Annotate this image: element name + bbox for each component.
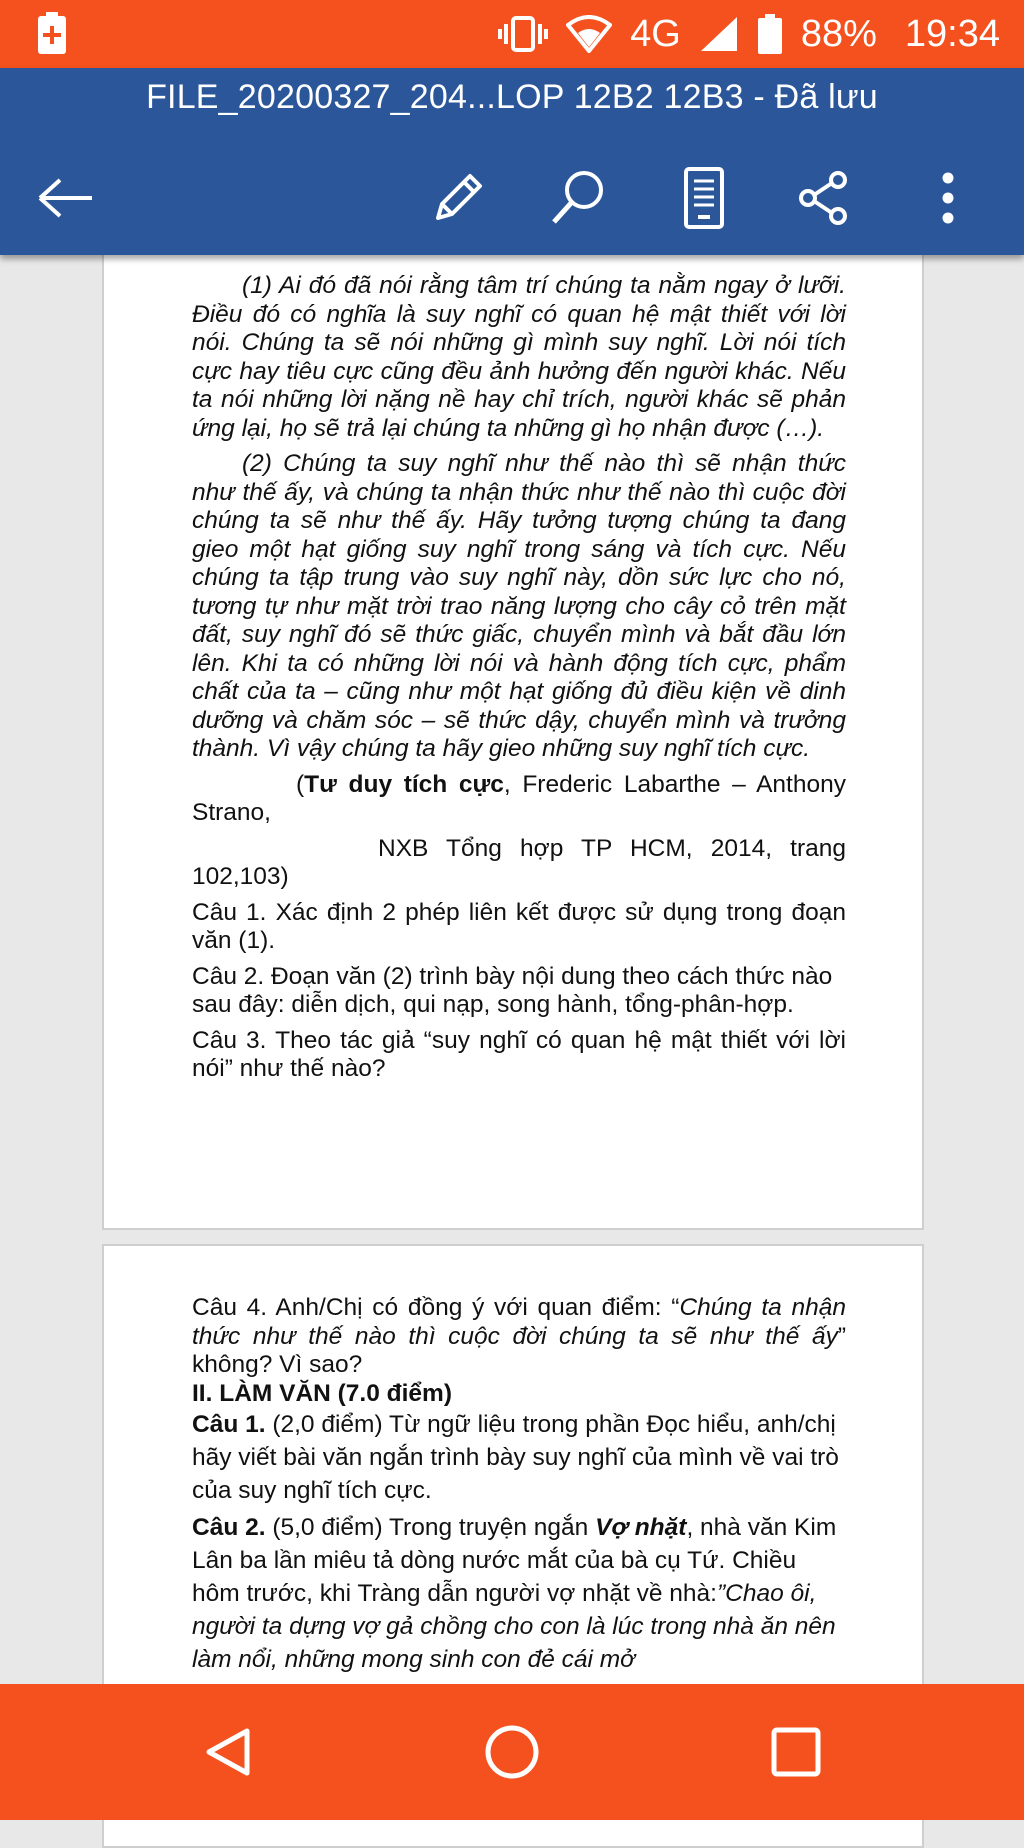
page-1-content <box>192 272 846 1084</box>
essay-question-1-label: Câu 1. <box>192 1411 266 1438</box>
essay-question-1 <box>192 1408 846 1507</box>
question-3: Câu 3. Theo tác giả “suy nghĩ có quan hệ mật thiết với lời nói” như thế nào? <box>192 1026 846 1082</box>
essay-question-2-text-b: , nhà văn Kim Lân ba lần miêu tả dòng nước mắt của bà cụ Tứ. Chiều hôm trước, khi Tràng dẫn người vợ nhặt về nhà: <box>192 1514 837 1607</box>
battery-percent: 88% <box>800 12 877 55</box>
clock: 19:34 <box>904 12 1000 55</box>
essay-question-2-quote: ”Chao ôi, người ta dựng vợ gả chồng cho con là lúc trong nhà ăn nên làm nổi, những mong sinh con đẻ cái mở <box>192 1580 836 1673</box>
back-button[interactable] <box>28 160 104 236</box>
battery-icon <box>757 13 783 55</box>
nav-recents-icon <box>770 1726 822 1778</box>
app-bar <box>0 68 1024 255</box>
nav-recents-button[interactable] <box>758 1714 834 1790</box>
cell-signal-icon <box>699 15 739 53</box>
source-line <box>192 771 846 828</box>
passage-paragraph-2: (2) Chúng ta suy nghĩ như thế nào thì sẽ nhận thức như thế ấy, và chúng ta nhận thức như thế nào thì cuộc đời chúng ta sẽ như thế ấy. Hãy tưởng tượng chúng ta đang gieo một hạt giống suy nghĩ trong sáng và tích cực. Nếu chúng ta tập trung vào suy nghĩ này, dồn sức lực cho nó, tương tự như mặt trời trao năng lượng cho cây cỏ trên mặt đất, suy nghĩ đó sẽ thức giấc, chuyển mình và bắt đầu lớn lên. Khi ta có những lời nói và hành động tích cực, phẩm chất của ta – cũng như một hạt giống đủ điều kiện về dinh dưỡng và chăm sóc – sẽ thức dậy, chuyển mình và trưởng thành. Vì vậy chúng ta hãy gieo những suy nghĩ tích cực. <box>192 450 846 762</box>
nav-back-icon <box>201 1725 255 1779</box>
document-page-1[interactable] <box>102 230 924 1230</box>
status-bar <box>0 0 1024 68</box>
nav-back-button[interactable] <box>190 1714 266 1790</box>
battery-saver-notification-icon <box>36 12 68 66</box>
more-options-button[interactable] <box>910 160 986 236</box>
status-icons <box>498 0 1000 68</box>
work-title: Vợ nhặt <box>595 1514 687 1541</box>
source-open: ( <box>296 770 305 798</box>
nav-home-button[interactable] <box>474 1714 550 1790</box>
more-vert-icon <box>938 170 958 226</box>
back-arrow-icon <box>36 174 96 222</box>
search-button[interactable] <box>540 160 616 236</box>
question-4-quote: Chúng ta nhận thức như thế nào thì cuộc đời chúng ta sẽ như thế ấy <box>192 1294 846 1350</box>
essay-question-1-text: (2,0 điểm) Từ ngữ liệu trong phần Đọc hiểu, anh/chị hãy viết bài văn ngắn trình bày suy nghĩ của mình về vai trò của suy nghĩ tích cực. <box>192 1411 839 1504</box>
reading-view-icon <box>682 167 726 229</box>
question-2: Câu 2. Đoạn văn (2) trình bày nội dung theo cách thức nào sau đây: diễn dịch, qui nạp, song hành, tổng-phân-hợp. <box>192 962 833 1018</box>
essay-question-2-text-a: (5,0 điểm) Trong truyện ngắn <box>265 1514 596 1541</box>
edit-button[interactable] <box>420 160 496 236</box>
navigation-bar <box>0 1684 1024 1820</box>
document-title: FILE_20200327_204...LOP 12B2 12B3 - Đã lưu <box>146 78 878 116</box>
network-type: 4G <box>630 12 681 55</box>
page-2-content <box>192 1294 846 1676</box>
question-1: Câu 1. Xác định 2 phép liên kết được sử dụng trong đoạn văn (1). <box>192 898 846 954</box>
essay-question-2 <box>192 1511 846 1676</box>
nav-home-icon <box>483 1723 541 1781</box>
wifi-icon <box>566 15 612 53</box>
section-heading: II. LÀM VĂN (7.0 điểm) <box>192 1379 453 1407</box>
publisher-line: NXB Tổng hợp TP HCM, 2014, trang 102,103) <box>192 834 846 890</box>
vibrate-icon <box>498 14 548 54</box>
essay-question-2-label: Câu 2. <box>192 1514 266 1541</box>
edit-pencil-icon <box>430 170 486 226</box>
question-4-suffix: ” không? Vì sao? <box>192 1322 846 1378</box>
question-4-prefix: Câu 4. Anh/Chị có đồng ý với quan điểm: “ <box>192 1294 680 1321</box>
share-button[interactable] <box>786 160 862 236</box>
passage-paragraph-1: (1) Ai đó đã nói rằng tâm trí chúng ta nằm ngay ở lưỡi. Điều đó có nghĩa là suy nghĩ có quan hệ mật thiết với lời nói. Chúng ta sẽ nói những gì mình suy nghĩ. Lời nói tích cực hay tiêu cực cũng đều ảnh hưởng đến người khác. Nếu ta nói những lời nặng nề hay chỉ trích, người khác sẽ phản ứng lại, họ sẽ trả lại chúng ta những gì họ nhận được (…). <box>192 272 846 442</box>
search-icon <box>548 168 608 228</box>
source-title: Tư duy tích cực <box>304 770 504 798</box>
share-icon <box>796 170 852 226</box>
source-authors: , Frederic Labarthe – Anthony Strano, <box>192 770 846 826</box>
question-4 <box>192 1294 846 1380</box>
reading-view-button[interactable] <box>666 160 742 236</box>
